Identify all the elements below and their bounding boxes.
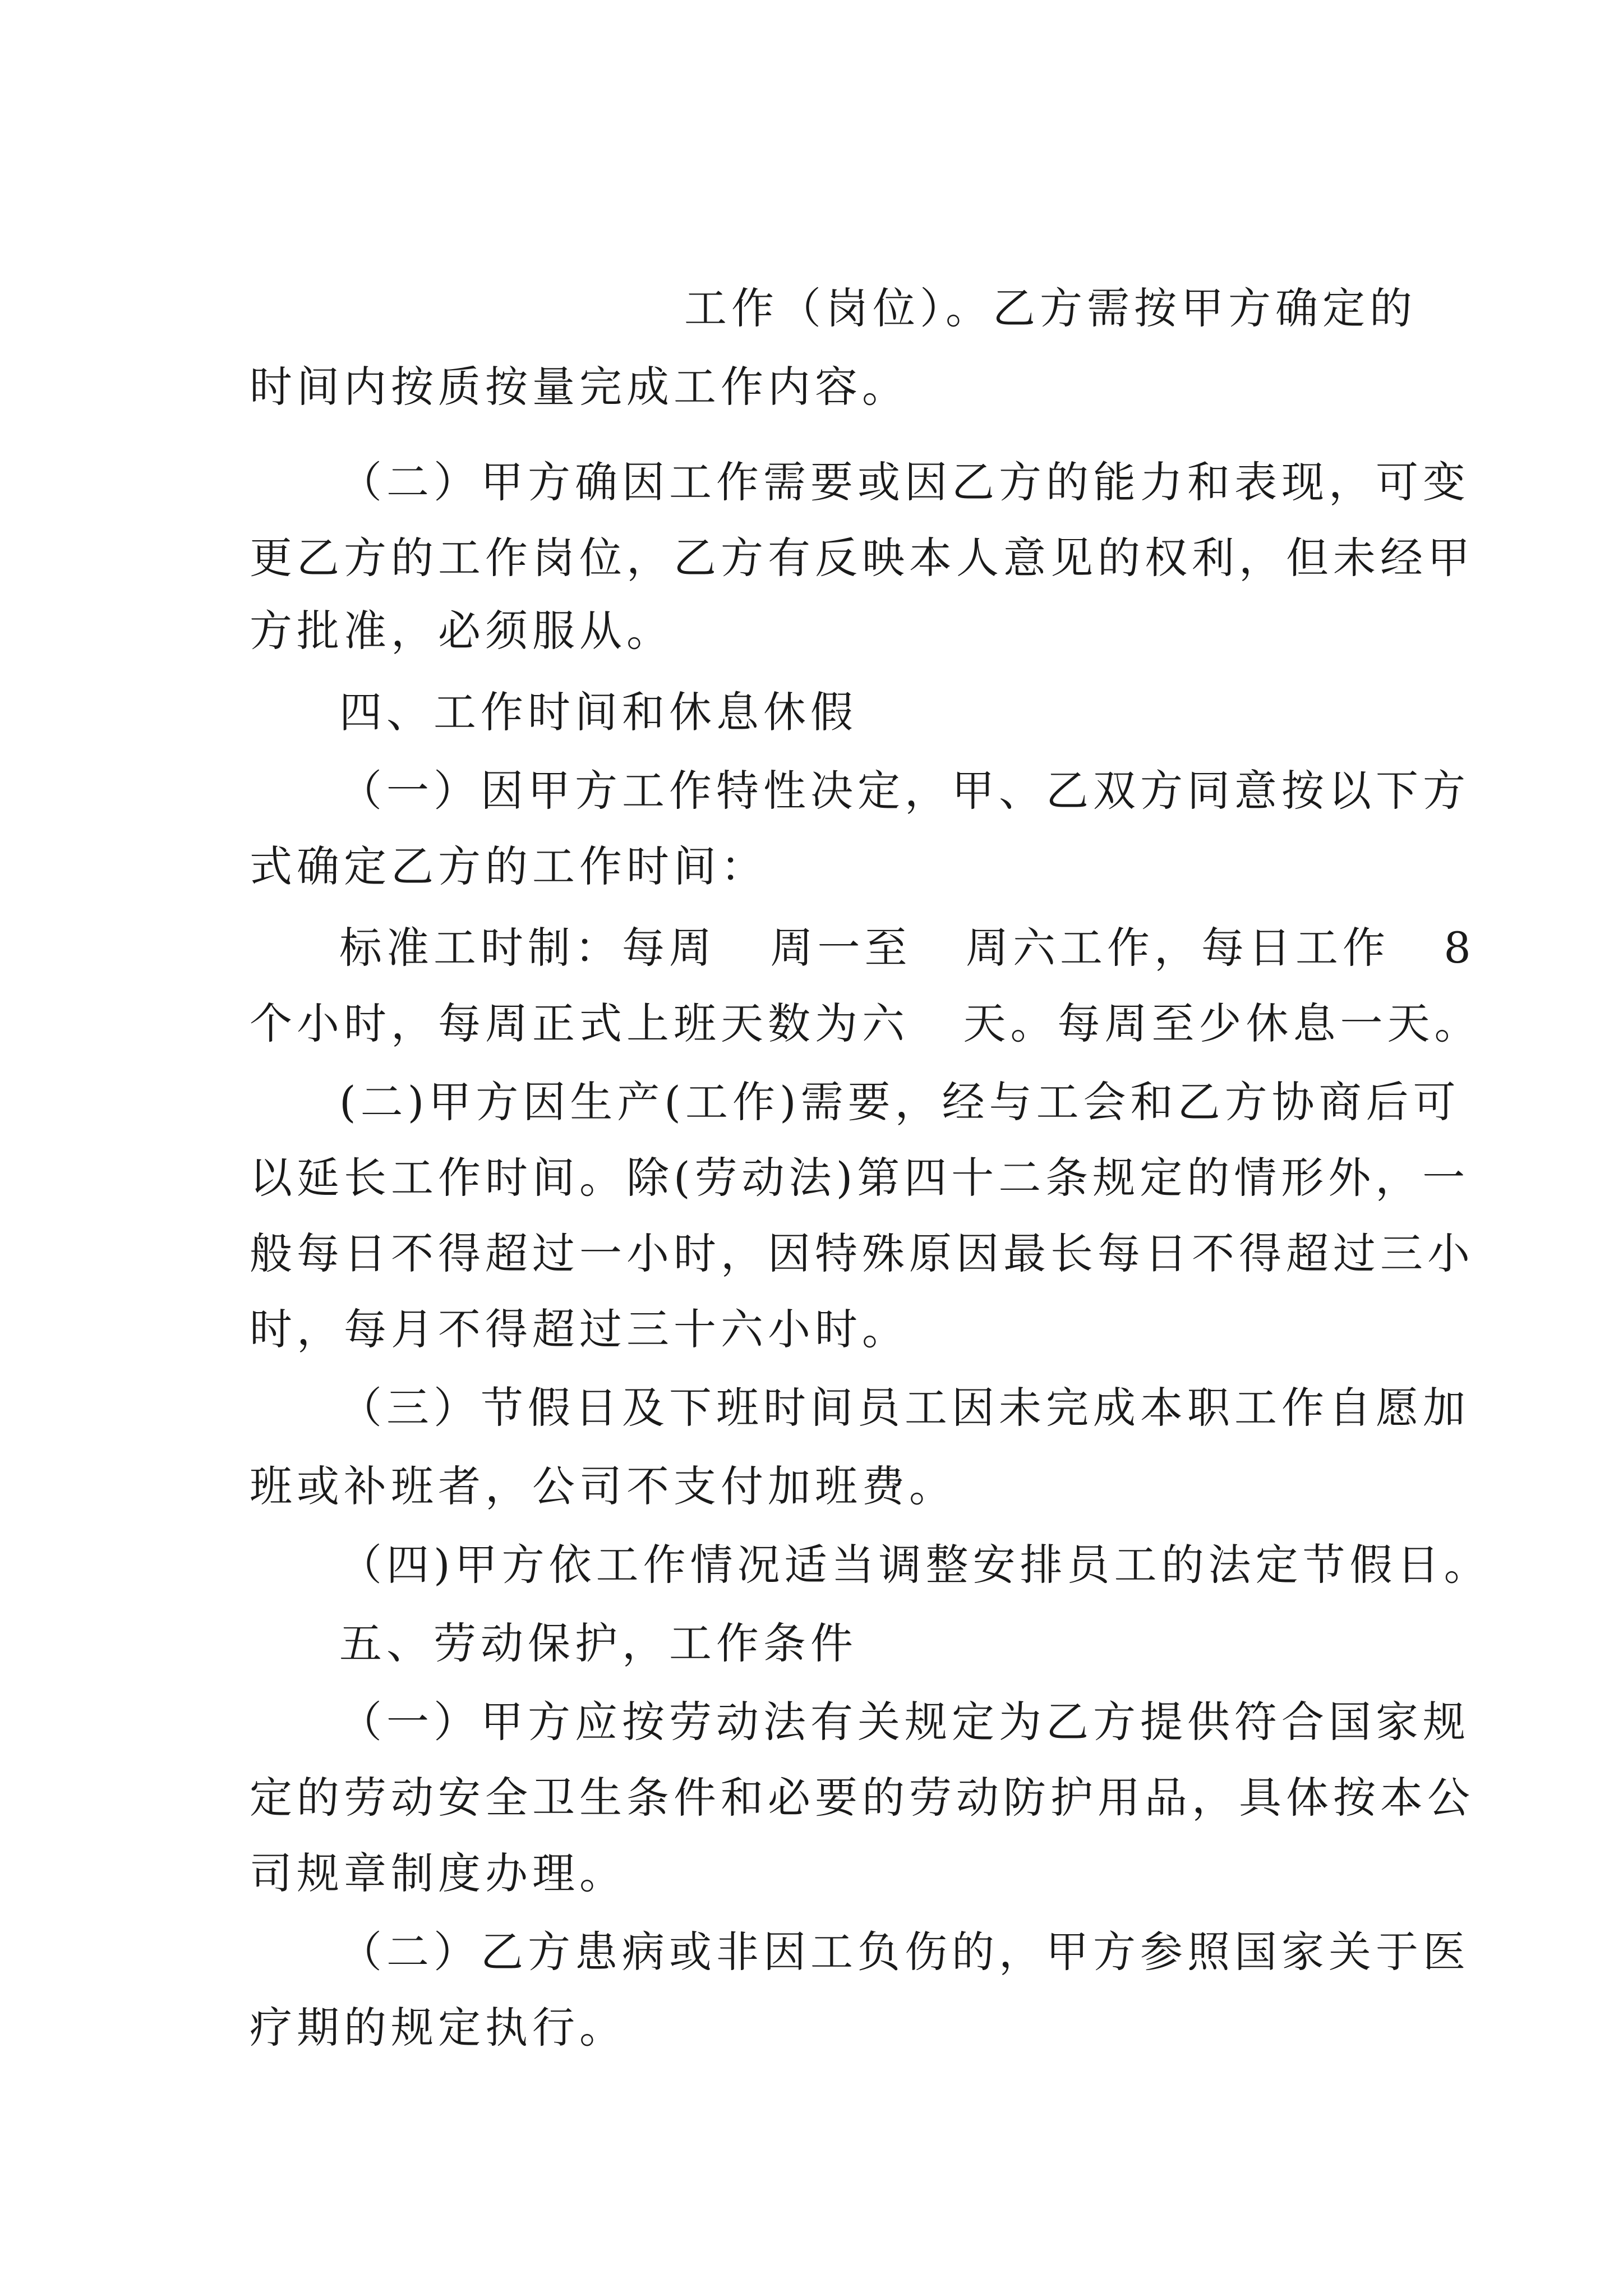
text-line: 式确定乙方的工作时间： bbox=[250, 841, 768, 891]
text-line: 时，每月不得超过三十六小时。 bbox=[250, 1304, 909, 1354]
text-line: （四)甲方依工作情况适当调整安排员工的法定节假日。 bbox=[339, 1540, 1491, 1590]
text-line: 定的劳动安全卫生条件和必要的劳动防护用品，具体按本公 bbox=[250, 1773, 1474, 1823]
text-line: 司规章制度办理。 bbox=[250, 1848, 626, 1898]
section-heading: 四、工作时间和休息休假 bbox=[339, 687, 857, 737]
text-line: （二）甲方确因工作需要或因乙方的能力和表现，可变 bbox=[339, 457, 1470, 507]
text-line: (二)甲方因生产(工作)需要，经与工会和乙方协商后可 bbox=[339, 1077, 1460, 1127]
text-line: 更乙方的工作岗位，乙方有反映本人意见的权利，但未经甲 bbox=[250, 533, 1474, 583]
text-line: 方批准，必须服从。 bbox=[250, 606, 674, 656]
text-line: 个小时，每周正式上班天数为六 天。每周至少休息一天。 bbox=[250, 999, 1482, 1048]
text-line: （一）因甲方工作特性决定，甲、乙双方同意按以下方 bbox=[339, 766, 1470, 816]
section-heading: 五、劳动保护，工作条件 bbox=[339, 1618, 857, 1668]
text-line: 工作（岗位）。乙方需按甲方确定的 bbox=[684, 283, 1417, 333]
text-line: （一）甲方应按劳动法有关规定为乙方提供符合国家规 bbox=[339, 1697, 1470, 1747]
text-line: 疗期的规定执行。 bbox=[250, 2003, 626, 2053]
text-line: （二）乙方患病或非因工负伤的，甲方参照国家关于医 bbox=[339, 1927, 1470, 1977]
text-line: 以延长工作时间。除(劳动法)第四十二条规定的情形外，一 bbox=[250, 1153, 1470, 1203]
text-line: 般每日不得超过一小时，因特殊原因最长每日不得超过三小 bbox=[250, 1228, 1474, 1278]
text-line: 时间内按质按量完成工作内容。 bbox=[250, 362, 909, 412]
text-line: 班或补班者，公司不支付加班费。 bbox=[250, 1461, 956, 1511]
text-line: 标准工时制：每周 周一至 周六工作，每日工作 8 bbox=[339, 923, 1476, 973]
text-line: （三）节假日及下班时间员工因未完成本职工作自愿加 bbox=[339, 1383, 1470, 1433]
